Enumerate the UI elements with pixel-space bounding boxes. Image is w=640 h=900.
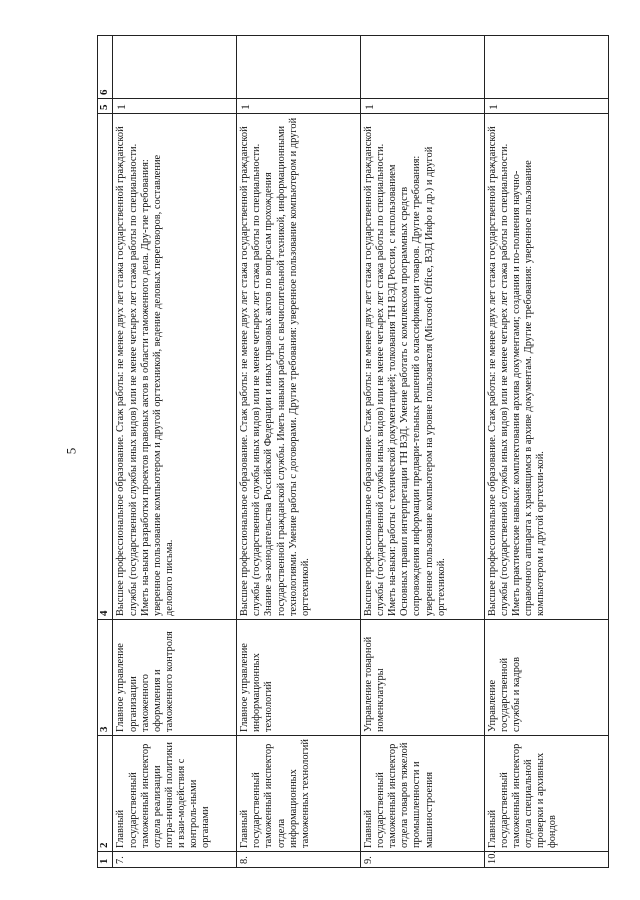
department-cell: Главное управление организации таможенного оформления и таможенного контроля — [113, 620, 237, 736]
department-cell: Главное управление информационных технологий — [237, 620, 361, 736]
column-header: 6 — [98, 36, 113, 99]
department-cell: Управление государственной службы и кадров — [485, 620, 609, 736]
requirements-cell: Высшее профессиональное образование. Стаж работы: не менее двух лет стажа государственной гражданской службы (государственной службы иных видов) или не менее четырех лет стажа работы по специальности. Иметь на-выки разработки проектов правовых актов в области таможенного дела. Дру-гие требования: уверенное пользование компьютером и другой оргтехникой, ведение деловых переговоров, составление делового письма. — [113, 114, 237, 620]
position-cell: Главный государственный таможенный инспектор отдела реализации потра-ничной политики и взаи-модействия с контроль-ными органами — [113, 736, 237, 852]
row-number: 7. — [113, 852, 237, 868]
empty-cell — [113, 36, 237, 99]
rotated-table-wrapper — [97, 36, 609, 868]
requirements-cell: Высшее профессиональное образование. Стаж работы: не менее двух лет стажа государственной гражданской службы (государственной службы иных видов) или не менее четырех лет стажа работы по специальности. Иметь практические навыки: комплектования архива документами; создания и по-полнения научно-справочного аппарата к хранящимся в архиве документам. Другие требования: уверенное пользование компьютером и другой оргтехни-кой. — [485, 114, 609, 620]
empty-cell — [361, 36, 485, 99]
column-header: 4 — [98, 114, 113, 620]
column-header: 5 — [98, 99, 113, 114]
count-cell: 1 — [361, 99, 485, 114]
count-cell: 1 — [113, 99, 237, 114]
department-cell: Управление товарной номенклатуры — [361, 620, 485, 736]
empty-cell — [237, 36, 361, 99]
table-row — [485, 36, 609, 868]
count-cell: 1 — [237, 99, 361, 114]
position-cell: Главный государственный таможенный инспектор отдела специальной проверки и архивных фондов — [485, 736, 609, 852]
position-cell: Главный государственный таможенный инспектор отдела информационных таможенных технологий — [237, 736, 361, 852]
position-cell: Главный государственный таможенный инспектор отдела товаров тяжелой промышленности и машиностроения — [361, 736, 485, 852]
table-row — [113, 36, 237, 868]
requirements-cell: Высшее профессиональное образование. Стаж работы: не менее двух лет стажа государственной гражданской службы (государственной службы иных видов) или не менее четырех лет стажа работы по специальности. Иметь на-выки: работы с технической документацией; толкования ТН ВЭД России, с использованием Основных правил интерпретации ТН ВЭД. Умение работать с комплексом программных средств сопровождения информации предвари-тельных решений о классификации товаров. Другие требования: уверенное пользование компьютером на уровне пользователя (Microsoft Office, ВЭД Инфо и др.) и другой оргтехникой. — [361, 114, 485, 620]
row-number: 8. — [237, 852, 361, 868]
table-row — [237, 36, 361, 868]
requirements-cell: Высшее профессиональное образование. Стаж работы: не менее двух лет стажа государственной гражданской службы (государственной службы иных видов) или не менее четырех лет стажа работы по специальности. Знание за-конодательства Российской Федерации и иных правовых актов по вопросам прохождения государственной гражданской службы. Иметь навыки работы с вычислительной техникой, информационными технологиями. Умение работы с договорами. Другие требования: уверенное пользование компьютером и другой оргтехникой. — [237, 114, 361, 620]
column-header: 1 — [98, 852, 113, 868]
table-row — [361, 36, 485, 868]
column-header: 3 — [98, 620, 113, 736]
page-number: 5 — [63, 447, 79, 455]
column-number-row — [98, 36, 113, 868]
row-number: 10. — [485, 852, 609, 868]
column-header: 2 — [98, 736, 113, 852]
count-cell: 1 — [485, 99, 609, 114]
row-number: 9. — [361, 852, 485, 868]
empty-cell — [485, 36, 609, 99]
vacancy-table — [97, 35, 609, 868]
